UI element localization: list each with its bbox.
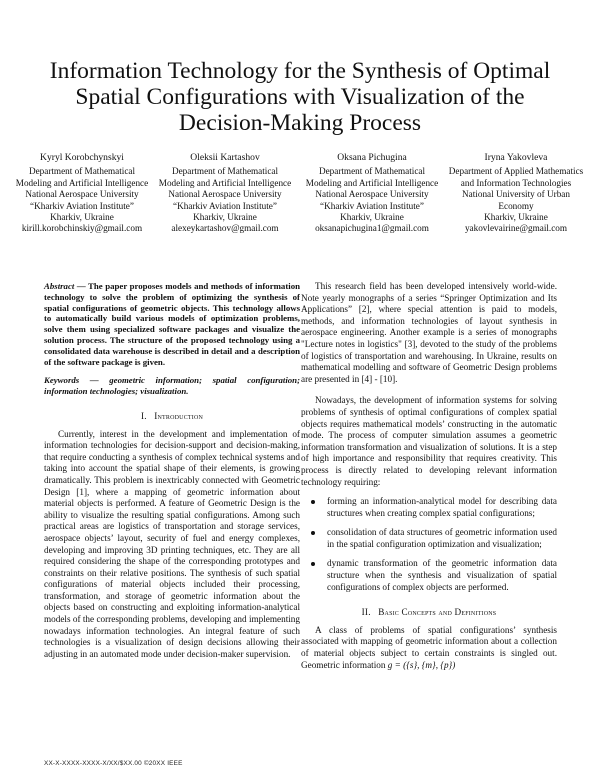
section-heading-introduction xyxy=(44,411,300,423)
list-item: dynamic transformation of the geometric information data structure when the synthesis and visualization of spatial configurations of complex objects are performed. xyxy=(301,558,557,593)
section-number: II. xyxy=(361,607,371,618)
author-block xyxy=(14,152,586,252)
left-column xyxy=(44,281,300,660)
keywords-lead: Keywords xyxy=(44,375,80,386)
author-org2: “Kharkiv Aviation Institute” xyxy=(30,200,134,211)
requirements-list xyxy=(301,496,557,593)
author-city: Kharkiv, Ukraine xyxy=(484,212,548,223)
author-4 xyxy=(448,152,584,235)
author-dept: Department of Applied Mathematics and Information Technologies xyxy=(448,166,584,188)
right-column xyxy=(301,281,557,671)
body-paragraph: This research field has been developed intensively world-wide. Note yearly monographs of a series “Springer Optimization and Its Applications” [2], where special attention is paid to models, methods, and information technologies of layout synthesis in aerospace engineering. Another example is a series of monographs "Lecture notes in logistics" [3], devoted to the study of the problems of logistics of transportation and warehousing. In Ukraine, results on mathematical modelling and software of Geometric Design problems are presented in [4] - [10]. xyxy=(301,281,557,384)
section2-text: A class of problems of spatial configurations’ synthesis associated with mapping of geometric information about a collection of material objects subject to certain constraints is singled out. Geometric information xyxy=(301,624,557,670)
author-city: Kharkiv, Ukraine xyxy=(193,212,257,223)
body-paragraph: Nowadays, the development of information systems for solving problems of synthesis of optimal configurations of complex spatial objects requires mathematical models’ constructing in the automatic mode. The process of computer simulation assumes a geometric information transformation and visualization of solutions. It is a step of high importance and responsibility that requires creativity. This process is directly related to developing relevant information technology requiring: xyxy=(301,395,557,487)
section-heading-basic-concepts xyxy=(301,607,557,619)
author-name: Oleksii Kartashov xyxy=(190,152,260,163)
section-title: Introduction xyxy=(154,410,204,421)
abstract xyxy=(44,281,300,367)
author-email[interactable]: oksanapichugina1@gmail.com xyxy=(315,223,429,234)
section-title: Basic Concepts and Definitions xyxy=(378,607,497,618)
intro-paragraph: Currently, interest in the development and implementation of information technologies for decision-support and decision-making, that require conducting a synthesis of complex technical systems and taking into account the spatial shape of their elements, is growing dramatically. This problem is inextricably connected with Geometric Design [1], where a mapping of geometric information about material objects is performed. A feature of Geometric Design is the ability to visualize the resulting spatial configurations. Among such practical areas are logistics of transportation and storage services, aerospace objects’ layout, security of fuel and energy complexes, developing and improving 3D printing techniques, etc. They are all required considering the shape of the corresponding prototypes and constraints on their relative positions. The synthesis of such spatial configurations of material objects included their processing, transformation, and storage of geometric information about the objects based on constructing and exploiting information-analytical models of the corresponding problems, developing and implementing nowadays information technologies. An integral feature of such technologies is a visualization of design decisions allowing their adjusting in an automated mode under decision-maker supervision. xyxy=(44,428,300,659)
section2-paragraph xyxy=(301,625,557,671)
keywords-text: — geometric information; spatial configuration; information technologies; visualization. xyxy=(44,375,300,397)
author-city: Kharkiv, Ukraine xyxy=(50,212,114,223)
author-org: National Aerospace University xyxy=(315,189,429,200)
author-2 xyxy=(157,152,293,235)
copyright-footer: XX-X-XXXX-XXXX-X/XX/$XX.00 ©20XX IEEE xyxy=(44,760,183,767)
author-1 xyxy=(14,152,150,235)
author-3 xyxy=(304,152,440,235)
author-org: National University of Urban Economy xyxy=(462,189,570,211)
abstract-lead: Abstract xyxy=(44,281,75,291)
author-dept: Department of Mathematical Modeling and Artificial Intelligence xyxy=(158,166,292,188)
formula: g = ({s}, {m}, {p}) xyxy=(387,659,456,670)
author-city: Kharkiv, Ukraine xyxy=(340,212,404,223)
author-name: Kyryl Korobchynskyi xyxy=(40,152,124,163)
paper-title: Information Technology for the Synthesis of Optimal Spatial Configurations with Visualization of the Decision-Making Process xyxy=(49,58,551,136)
abstract-text: — The paper proposes models and methods of information technology to solve the problem of optimizing the synthesis of spatial configurations of geometric objects. This technology allows to automatically build various models of optimization problems, solve them using specialized software packages and visualize the solution process. The structure of the proposed technology using a consolidated data warehouse is described in detail and a description of the software package is given. xyxy=(44,281,300,367)
section-number: I. xyxy=(140,410,147,421)
author-org: National Aerospace University xyxy=(25,189,139,200)
author-org2: “Kharkiv Aviation Institute” xyxy=(173,200,277,211)
keywords xyxy=(44,375,300,397)
author-dept: Department of Mathematical Modeling and Artificial Intelligence xyxy=(305,166,439,188)
author-name: Oksana Pichugina xyxy=(337,152,407,163)
author-org: National Aerospace University xyxy=(168,189,282,200)
list-item: consolidation of data structures of geometric information used in the spatial configuration optimization and visualization; xyxy=(301,527,557,550)
author-name: Iryna Yakovleva xyxy=(484,152,548,163)
author-dept: Department of Mathematical Modeling and Artificial Intelligence xyxy=(15,166,149,188)
list-item: forming an information-analytical model for describing data structures when creating complex spatial configurations; xyxy=(301,496,557,519)
author-email[interactable]: kirill.korobchinskiy@gmail.com xyxy=(21,223,143,234)
author-org2: “Kharkiv Aviation Institute” xyxy=(320,200,424,211)
author-email[interactable]: yakovlevairine@gmail.com xyxy=(464,223,568,234)
author-email[interactable]: alexeykartashov@gmail.com xyxy=(171,223,279,234)
